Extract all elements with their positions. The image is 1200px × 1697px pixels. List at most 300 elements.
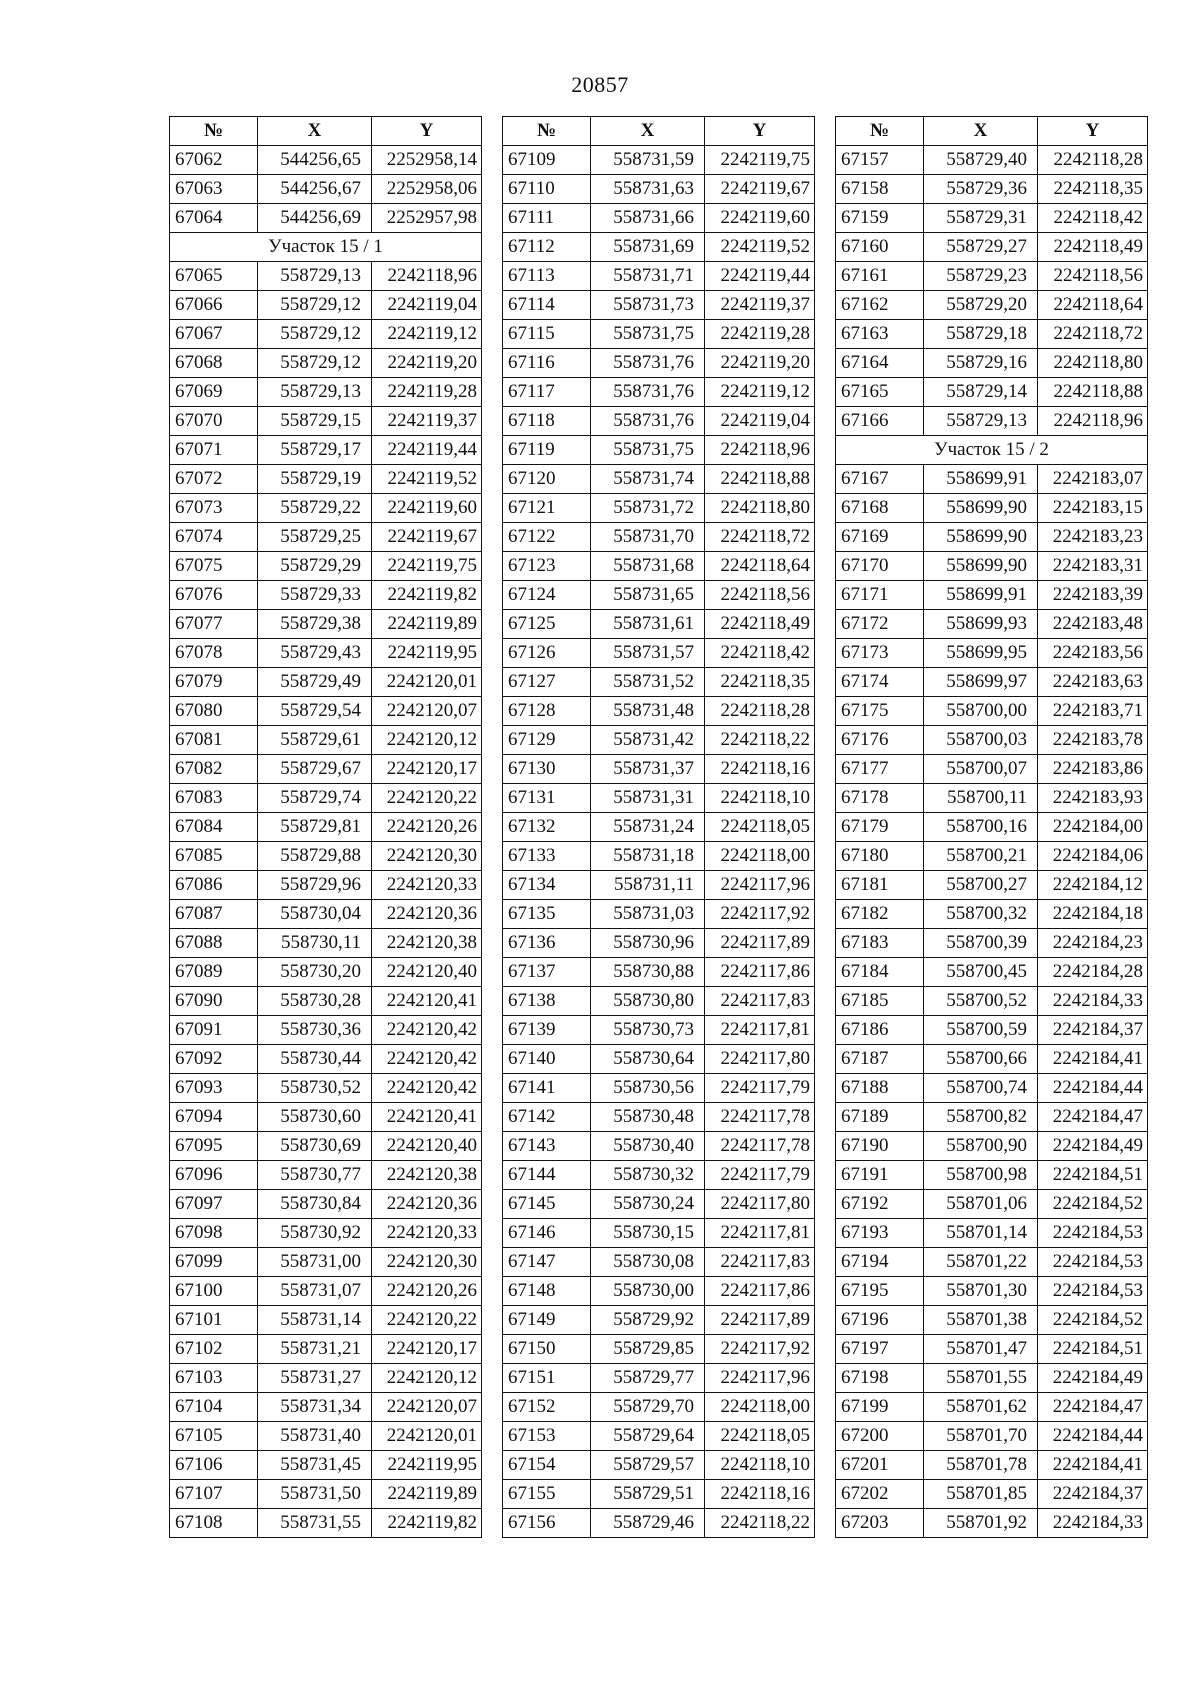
point-number-cell: 67181 bbox=[836, 871, 924, 900]
y-coordinate-cell: 2242183,48 bbox=[1038, 610, 1148, 639]
table-row bbox=[503, 1422, 815, 1451]
table-row bbox=[503, 987, 815, 1016]
y-coordinate-cell: 2242118,96 bbox=[705, 436, 815, 465]
point-number-cell: 67067 bbox=[170, 320, 258, 349]
y-coordinate-cell: 2242184,37 bbox=[1038, 1480, 1148, 1509]
table-row bbox=[836, 1422, 1148, 1451]
y-coordinate-cell: 2242118,72 bbox=[705, 523, 815, 552]
table-row bbox=[170, 813, 482, 842]
point-number-cell: 67179 bbox=[836, 813, 924, 842]
x-coordinate-cell: 558729,33 bbox=[258, 581, 372, 610]
x-coordinate-cell: 558731,52 bbox=[591, 668, 705, 697]
table-row bbox=[170, 291, 482, 320]
table-row bbox=[836, 668, 1148, 697]
y-coordinate-cell: 2242118,96 bbox=[1038, 407, 1148, 436]
x-coordinate-cell: 558731,75 bbox=[591, 320, 705, 349]
x-coordinate-cell: 558730,84 bbox=[258, 1190, 372, 1219]
y-coordinate-cell: 2242118,10 bbox=[705, 784, 815, 813]
y-coordinate-cell: 2242183,71 bbox=[1038, 697, 1148, 726]
x-coordinate-cell: 558700,45 bbox=[924, 958, 1038, 987]
x-coordinate-cell: 558701,30 bbox=[924, 1277, 1038, 1306]
y-coordinate-cell: 2242120,22 bbox=[372, 784, 482, 813]
y-coordinate-cell: 2242119,44 bbox=[372, 436, 482, 465]
x-coordinate-cell: 558701,14 bbox=[924, 1219, 1038, 1248]
y-coordinate-cell: 2242119,44 bbox=[705, 262, 815, 291]
x-coordinate-cell: 558729,19 bbox=[258, 465, 372, 494]
table-row bbox=[503, 1103, 815, 1132]
y-coordinate-cell: 2242120,33 bbox=[372, 871, 482, 900]
x-coordinate-cell: 558731,74 bbox=[591, 465, 705, 494]
point-number-cell: 67167 bbox=[836, 465, 924, 494]
y-coordinate-cell: 2242118,64 bbox=[1038, 291, 1148, 320]
x-coordinate-cell: 558699,95 bbox=[924, 639, 1038, 668]
point-number-cell: 67150 bbox=[503, 1335, 591, 1364]
x-coordinate-cell: 558729,13 bbox=[258, 262, 372, 291]
point-number-cell: 67118 bbox=[503, 407, 591, 436]
table-header-row bbox=[170, 117, 482, 146]
table-row bbox=[503, 639, 815, 668]
table-row bbox=[836, 320, 1148, 349]
point-number-cell: 67115 bbox=[503, 320, 591, 349]
header-y: Y bbox=[1038, 117, 1148, 146]
x-coordinate-cell: 558729,51 bbox=[591, 1480, 705, 1509]
table-row bbox=[836, 1016, 1148, 1045]
y-coordinate-cell: 2242117,80 bbox=[705, 1190, 815, 1219]
table-row bbox=[503, 291, 815, 320]
y-coordinate-cell: 2242120,41 bbox=[372, 987, 482, 1016]
x-coordinate-cell: 558731,71 bbox=[591, 262, 705, 291]
x-coordinate-cell: 558730,28 bbox=[258, 987, 372, 1016]
x-coordinate-cell: 558700,74 bbox=[924, 1074, 1038, 1103]
y-coordinate-cell: 2242118,22 bbox=[705, 726, 815, 755]
y-coordinate-cell: 2242120,26 bbox=[372, 1277, 482, 1306]
table-row bbox=[836, 1248, 1148, 1277]
x-coordinate-cell: 558729,81 bbox=[258, 813, 372, 842]
x-coordinate-cell: 558730,32 bbox=[591, 1161, 705, 1190]
y-coordinate-cell: 2242184,37 bbox=[1038, 1016, 1148, 1045]
y-coordinate-cell: 2242120,41 bbox=[372, 1103, 482, 1132]
point-number-cell: 67155 bbox=[503, 1480, 591, 1509]
table-row bbox=[170, 1480, 482, 1509]
y-coordinate-cell: 2242119,75 bbox=[372, 552, 482, 581]
table-row bbox=[170, 146, 482, 175]
x-coordinate-cell: 558701,06 bbox=[924, 1190, 1038, 1219]
x-coordinate-cell: 558700,98 bbox=[924, 1161, 1038, 1190]
table-row bbox=[836, 1045, 1148, 1074]
table-row bbox=[503, 668, 815, 697]
table-row bbox=[836, 175, 1148, 204]
x-coordinate-cell: 558729,17 bbox=[258, 436, 372, 465]
x-coordinate-cell: 558731,68 bbox=[591, 552, 705, 581]
x-coordinate-cell: 558730,92 bbox=[258, 1219, 372, 1248]
point-number-cell: 67146 bbox=[503, 1219, 591, 1248]
point-number-cell: 67139 bbox=[503, 1016, 591, 1045]
table-row bbox=[170, 262, 482, 291]
y-coordinate-cell: 2242184,06 bbox=[1038, 842, 1148, 871]
point-number-cell: 67078 bbox=[170, 639, 258, 668]
point-number-cell: 67066 bbox=[170, 291, 258, 320]
coordinate-table-3 bbox=[835, 116, 1148, 1538]
table-row bbox=[503, 871, 815, 900]
y-coordinate-cell: 2242118,64 bbox=[705, 552, 815, 581]
x-coordinate-cell: 558700,52 bbox=[924, 987, 1038, 1016]
table-row bbox=[170, 1016, 482, 1045]
point-number-cell: 67080 bbox=[170, 697, 258, 726]
point-number-cell: 67184 bbox=[836, 958, 924, 987]
table-row bbox=[503, 726, 815, 755]
table-row bbox=[503, 262, 815, 291]
y-coordinate-cell: 2242184,53 bbox=[1038, 1248, 1148, 1277]
table-row bbox=[170, 900, 482, 929]
table-row bbox=[836, 1364, 1148, 1393]
y-coordinate-cell: 2242118,56 bbox=[705, 581, 815, 610]
x-coordinate-cell: 558731,76 bbox=[591, 349, 705, 378]
x-coordinate-cell: 558701,78 bbox=[924, 1451, 1038, 1480]
y-coordinate-cell: 2242119,95 bbox=[372, 1451, 482, 1480]
y-coordinate-cell: 2242117,79 bbox=[705, 1074, 815, 1103]
point-number-cell: 67137 bbox=[503, 958, 591, 987]
x-coordinate-cell: 558729,14 bbox=[924, 378, 1038, 407]
point-number-cell: 67133 bbox=[503, 842, 591, 871]
point-number-cell: 67196 bbox=[836, 1306, 924, 1335]
header-x: X bbox=[591, 117, 705, 146]
x-coordinate-cell: 558730,00 bbox=[591, 1277, 705, 1306]
x-coordinate-cell: 558731,48 bbox=[591, 697, 705, 726]
header-num: № bbox=[503, 117, 591, 146]
y-coordinate-cell: 2242119,82 bbox=[372, 1509, 482, 1538]
table-row bbox=[170, 465, 482, 494]
x-coordinate-cell: 558729,38 bbox=[258, 610, 372, 639]
x-coordinate-cell: 558731,57 bbox=[591, 639, 705, 668]
table-row bbox=[836, 552, 1148, 581]
point-number-cell: 67101 bbox=[170, 1306, 258, 1335]
y-coordinate-cell: 2242118,42 bbox=[1038, 204, 1148, 233]
table-row bbox=[503, 958, 815, 987]
table-row bbox=[836, 407, 1148, 436]
y-coordinate-cell: 2242184,33 bbox=[1038, 987, 1148, 1016]
table-row bbox=[170, 1190, 482, 1219]
x-coordinate-cell: 558701,38 bbox=[924, 1306, 1038, 1335]
y-coordinate-cell: 2242119,75 bbox=[705, 146, 815, 175]
y-coordinate-cell: 2242118,22 bbox=[705, 1509, 815, 1538]
header-num: № bbox=[170, 117, 258, 146]
point-number-cell: 67177 bbox=[836, 755, 924, 784]
y-coordinate-cell: 2242183,23 bbox=[1038, 523, 1148, 552]
y-coordinate-cell: 2242118,88 bbox=[1038, 378, 1148, 407]
x-coordinate-cell: 558699,90 bbox=[924, 523, 1038, 552]
x-coordinate-cell: 558700,07 bbox=[924, 755, 1038, 784]
point-number-cell: 67136 bbox=[503, 929, 591, 958]
table-row bbox=[503, 784, 815, 813]
point-number-cell: 67162 bbox=[836, 291, 924, 320]
x-coordinate-cell: 558729,70 bbox=[591, 1393, 705, 1422]
x-coordinate-cell: 558731,40 bbox=[258, 1422, 372, 1451]
point-number-cell: 67201 bbox=[836, 1451, 924, 1480]
x-coordinate-cell: 558730,64 bbox=[591, 1045, 705, 1074]
y-coordinate-cell: 2242118,10 bbox=[705, 1451, 815, 1480]
section-title: Участок 15 / 2 bbox=[836, 436, 1148, 465]
x-coordinate-cell: 558729,12 bbox=[258, 320, 372, 349]
y-coordinate-cell: 2242117,83 bbox=[705, 1248, 815, 1277]
table-row bbox=[836, 726, 1148, 755]
point-number-cell: 67070 bbox=[170, 407, 258, 436]
y-coordinate-cell: 2242119,04 bbox=[372, 291, 482, 320]
table-row bbox=[836, 1335, 1148, 1364]
point-number-cell: 67123 bbox=[503, 552, 591, 581]
point-number-cell: 67193 bbox=[836, 1219, 924, 1248]
point-number-cell: 67128 bbox=[503, 697, 591, 726]
header-x: X bbox=[924, 117, 1038, 146]
y-coordinate-cell: 2242119,95 bbox=[372, 639, 482, 668]
table-row bbox=[503, 1451, 815, 1480]
x-coordinate-cell: 558699,90 bbox=[924, 494, 1038, 523]
table-row bbox=[170, 494, 482, 523]
table-row bbox=[836, 146, 1148, 175]
point-number-cell: 67121 bbox=[503, 494, 591, 523]
point-number-cell: 67068 bbox=[170, 349, 258, 378]
table-row bbox=[170, 1335, 482, 1364]
point-number-cell: 67094 bbox=[170, 1103, 258, 1132]
point-number-cell: 67148 bbox=[503, 1277, 591, 1306]
table-row bbox=[836, 958, 1148, 987]
x-coordinate-cell: 558730,96 bbox=[591, 929, 705, 958]
table-row bbox=[836, 813, 1148, 842]
header-y: Y bbox=[372, 117, 482, 146]
coordinate-tables bbox=[169, 116, 1148, 1538]
y-coordinate-cell: 2242120,26 bbox=[372, 813, 482, 842]
table-row bbox=[503, 1016, 815, 1045]
y-coordinate-cell: 2242120,07 bbox=[372, 697, 482, 726]
point-number-cell: 67176 bbox=[836, 726, 924, 755]
y-coordinate-cell: 2242184,51 bbox=[1038, 1335, 1148, 1364]
table-body bbox=[503, 146, 815, 1538]
table-row bbox=[170, 639, 482, 668]
table-row bbox=[503, 175, 815, 204]
x-coordinate-cell: 558729,57 bbox=[591, 1451, 705, 1480]
table-row bbox=[836, 1074, 1148, 1103]
x-coordinate-cell: 558701,47 bbox=[924, 1335, 1038, 1364]
y-coordinate-cell: 2242183,39 bbox=[1038, 581, 1148, 610]
x-coordinate-cell: 558699,90 bbox=[924, 552, 1038, 581]
point-number-cell: 67142 bbox=[503, 1103, 591, 1132]
table-row bbox=[836, 755, 1148, 784]
y-coordinate-cell: 2242119,12 bbox=[705, 378, 815, 407]
point-number-cell: 67151 bbox=[503, 1364, 591, 1393]
table-row bbox=[836, 204, 1148, 233]
point-number-cell: 67081 bbox=[170, 726, 258, 755]
point-number-cell: 67194 bbox=[836, 1248, 924, 1277]
x-coordinate-cell: 558700,59 bbox=[924, 1016, 1038, 1045]
y-coordinate-cell: 2242120,07 bbox=[372, 1393, 482, 1422]
point-number-cell: 67182 bbox=[836, 900, 924, 929]
x-coordinate-cell: 558730,80 bbox=[591, 987, 705, 1016]
table-row bbox=[170, 349, 482, 378]
table-row bbox=[170, 581, 482, 610]
x-coordinate-cell: 558700,90 bbox=[924, 1132, 1038, 1161]
point-number-cell: 67147 bbox=[503, 1248, 591, 1277]
x-coordinate-cell: 558730,15 bbox=[591, 1219, 705, 1248]
y-coordinate-cell: 2242184,00 bbox=[1038, 813, 1148, 842]
point-number-cell: 67117 bbox=[503, 378, 591, 407]
point-number-cell: 67062 bbox=[170, 146, 258, 175]
point-number-cell: 67200 bbox=[836, 1422, 924, 1451]
point-number-cell: 67203 bbox=[836, 1509, 924, 1538]
x-coordinate-cell: 558730,48 bbox=[591, 1103, 705, 1132]
y-coordinate-cell: 2242120,12 bbox=[372, 1364, 482, 1393]
table-row bbox=[170, 378, 482, 407]
table-row bbox=[836, 291, 1148, 320]
table-row bbox=[170, 1074, 482, 1103]
table-row bbox=[503, 1393, 815, 1422]
table-row bbox=[503, 1074, 815, 1103]
y-coordinate-cell: 2242118,16 bbox=[705, 755, 815, 784]
x-coordinate-cell: 558729,18 bbox=[924, 320, 1038, 349]
y-coordinate-cell: 2242184,41 bbox=[1038, 1451, 1148, 1480]
y-coordinate-cell: 2242119,67 bbox=[372, 523, 482, 552]
table-row bbox=[836, 233, 1148, 262]
x-coordinate-cell: 558731,55 bbox=[258, 1509, 372, 1538]
y-coordinate-cell: 2242117,81 bbox=[705, 1016, 815, 1045]
table-row bbox=[170, 552, 482, 581]
table-row bbox=[836, 1509, 1148, 1538]
point-number-cell: 67084 bbox=[170, 813, 258, 842]
point-number-cell: 67160 bbox=[836, 233, 924, 262]
point-number-cell: 67103 bbox=[170, 1364, 258, 1393]
x-coordinate-cell: 558729,46 bbox=[591, 1509, 705, 1538]
point-number-cell: 67086 bbox=[170, 871, 258, 900]
x-coordinate-cell: 558729,13 bbox=[924, 407, 1038, 436]
point-number-cell: 67159 bbox=[836, 204, 924, 233]
y-coordinate-cell: 2242118,35 bbox=[1038, 175, 1148, 204]
y-coordinate-cell: 2242120,33 bbox=[372, 1219, 482, 1248]
table-row bbox=[170, 726, 482, 755]
x-coordinate-cell: 558730,04 bbox=[258, 900, 372, 929]
coordinate-table-1 bbox=[169, 116, 482, 1538]
x-coordinate-cell: 558730,73 bbox=[591, 1016, 705, 1045]
x-coordinate-cell: 558730,88 bbox=[591, 958, 705, 987]
table-row bbox=[170, 1422, 482, 1451]
y-coordinate-cell: 2242118,28 bbox=[705, 697, 815, 726]
table-row bbox=[836, 610, 1148, 639]
point-number-cell: 67186 bbox=[836, 1016, 924, 1045]
y-coordinate-cell: 2242119,52 bbox=[705, 233, 815, 262]
table-row bbox=[170, 436, 482, 465]
x-coordinate-cell: 558731,34 bbox=[258, 1393, 372, 1422]
table-row bbox=[170, 175, 482, 204]
table-row bbox=[170, 668, 482, 697]
x-coordinate-cell: 544256,67 bbox=[258, 175, 372, 204]
point-number-cell: 67071 bbox=[170, 436, 258, 465]
y-coordinate-cell: 2242118,00 bbox=[705, 1393, 815, 1422]
table-row bbox=[836, 465, 1148, 494]
table-row bbox=[836, 1161, 1148, 1190]
table-row bbox=[170, 1306, 482, 1335]
x-coordinate-cell: 558701,92 bbox=[924, 1509, 1038, 1538]
y-coordinate-cell: 2242183,78 bbox=[1038, 726, 1148, 755]
point-number-cell: 67191 bbox=[836, 1161, 924, 1190]
point-number-cell: 67073 bbox=[170, 494, 258, 523]
table-row bbox=[170, 610, 482, 639]
x-coordinate-cell: 558700,82 bbox=[924, 1103, 1038, 1132]
point-number-cell: 67069 bbox=[170, 378, 258, 407]
point-number-cell: 67140 bbox=[503, 1045, 591, 1074]
x-coordinate-cell: 558731,07 bbox=[258, 1277, 372, 1306]
table-row bbox=[503, 465, 815, 494]
y-coordinate-cell: 2242118,49 bbox=[1038, 233, 1148, 262]
table-row bbox=[503, 1277, 815, 1306]
y-coordinate-cell: 2242184,23 bbox=[1038, 929, 1148, 958]
y-coordinate-cell: 2242119,12 bbox=[372, 320, 482, 349]
x-coordinate-cell: 558700,32 bbox=[924, 900, 1038, 929]
y-coordinate-cell: 2242119,37 bbox=[705, 291, 815, 320]
point-number-cell: 67098 bbox=[170, 1219, 258, 1248]
y-coordinate-cell: 2242120,12 bbox=[372, 726, 482, 755]
point-number-cell: 67135 bbox=[503, 900, 591, 929]
y-coordinate-cell: 2242118,05 bbox=[705, 813, 815, 842]
x-coordinate-cell: 558700,39 bbox=[924, 929, 1038, 958]
y-coordinate-cell: 2242118,28 bbox=[1038, 146, 1148, 175]
point-number-cell: 67124 bbox=[503, 581, 591, 610]
table-row bbox=[503, 378, 815, 407]
x-coordinate-cell: 558729,92 bbox=[591, 1306, 705, 1335]
table-row bbox=[170, 871, 482, 900]
x-coordinate-cell: 544256,69 bbox=[258, 204, 372, 233]
y-coordinate-cell: 2242183,93 bbox=[1038, 784, 1148, 813]
table-row bbox=[503, 1480, 815, 1509]
point-number-cell: 67189 bbox=[836, 1103, 924, 1132]
table-body bbox=[170, 146, 482, 1538]
y-coordinate-cell: 2242120,42 bbox=[372, 1016, 482, 1045]
y-coordinate-cell: 2242117,86 bbox=[705, 958, 815, 987]
x-coordinate-cell: 558730,52 bbox=[258, 1074, 372, 1103]
x-coordinate-cell: 558731,73 bbox=[591, 291, 705, 320]
x-coordinate-cell: 558729,12 bbox=[258, 349, 372, 378]
table-row bbox=[503, 1219, 815, 1248]
x-coordinate-cell: 558731,75 bbox=[591, 436, 705, 465]
point-number-cell: 67077 bbox=[170, 610, 258, 639]
table-row bbox=[836, 639, 1148, 668]
y-coordinate-cell: 2242118,88 bbox=[705, 465, 815, 494]
point-number-cell: 67168 bbox=[836, 494, 924, 523]
point-number-cell: 67112 bbox=[503, 233, 591, 262]
point-number-cell: 67126 bbox=[503, 639, 591, 668]
x-coordinate-cell: 558729,20 bbox=[924, 291, 1038, 320]
table-row bbox=[503, 407, 815, 436]
x-coordinate-cell: 558730,77 bbox=[258, 1161, 372, 1190]
table-row bbox=[503, 320, 815, 349]
point-number-cell: 67195 bbox=[836, 1277, 924, 1306]
y-coordinate-cell: 2242120,36 bbox=[372, 1190, 482, 1219]
x-coordinate-cell: 558729,12 bbox=[258, 291, 372, 320]
table-row bbox=[503, 494, 815, 523]
y-coordinate-cell: 2242120,40 bbox=[372, 1132, 482, 1161]
y-coordinate-cell: 2242183,86 bbox=[1038, 755, 1148, 784]
point-number-cell: 67187 bbox=[836, 1045, 924, 1074]
x-coordinate-cell: 558729,22 bbox=[258, 494, 372, 523]
x-coordinate-cell: 558729,15 bbox=[258, 407, 372, 436]
point-number-cell: 67174 bbox=[836, 668, 924, 697]
point-number-cell: 67172 bbox=[836, 610, 924, 639]
y-coordinate-cell: 2242184,52 bbox=[1038, 1306, 1148, 1335]
y-coordinate-cell: 2242117,89 bbox=[705, 1306, 815, 1335]
table-row bbox=[836, 929, 1148, 958]
point-number-cell: 67100 bbox=[170, 1277, 258, 1306]
table-row bbox=[836, 349, 1148, 378]
table-row bbox=[836, 494, 1148, 523]
x-coordinate-cell: 558730,60 bbox=[258, 1103, 372, 1132]
x-coordinate-cell: 558729,31 bbox=[924, 204, 1038, 233]
x-coordinate-cell: 558731,45 bbox=[258, 1451, 372, 1480]
